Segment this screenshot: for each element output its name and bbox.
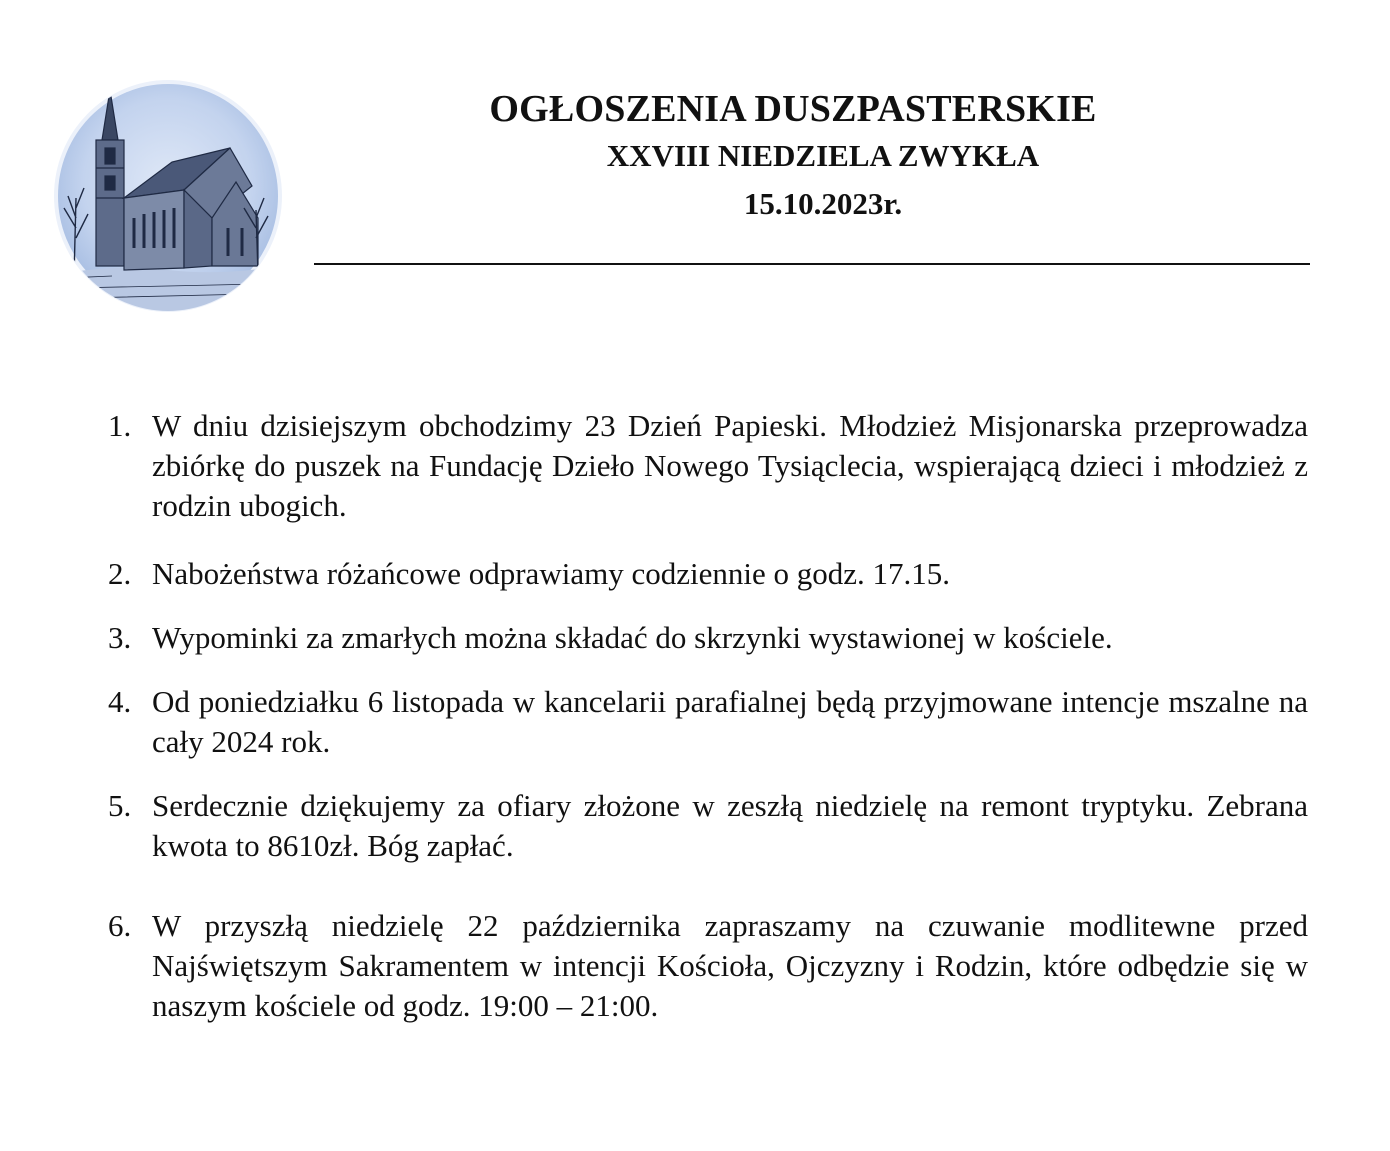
page-date: 15.10.2023r. — [743, 186, 903, 221]
item-text: Nabożeństwa różańcowe odprawiamy codziennie o godz. 17.15. — [152, 556, 950, 591]
list-item — [104, 554, 1308, 594]
item-number: 6. — [108, 908, 132, 943]
item-text: W przyszłą niedzielę 22 października zapraszamy na czuwanie modlitewne przed Najświętszym Sakramentem w intencji Kościoła, Ojczyzny i Rodzin, które odbędzie się w naszym kościele od godz. 19:00 – 21:00. — [152, 908, 1308, 1023]
header — [318, 86, 1308, 224]
item-number: 3. — [108, 620, 132, 655]
item-number: 5. — [108, 788, 132, 823]
list-item — [104, 786, 1308, 866]
item-text: Wypominki za zmarłych można składać do skrzynki wystawionej w kościele. — [152, 620, 1113, 655]
list-item — [104, 906, 1308, 1026]
announcement-list — [104, 406, 1308, 1026]
item-text: W dniu dzisiejszym obchodzimy 23 Dzień Papieski. Młodzież Misjonarska przeprowadza zbiórkę do puszek na Fundację Dzieło Nowego Tysiąclecia, wspierającą dzieci i młodzież z rodzin ubogich. — [152, 408, 1308, 523]
list-item — [104, 618, 1308, 658]
item-text: Serdecznie dziękujemy za ofiary złożone w zeszłą niedzielę na remont tryptyku. Zebrana kwota to 8610zł. Bóg zapłać. — [152, 788, 1308, 863]
item-text: Od poniedziałku 6 listopada w kancelarii parafialnej będą przyjmowane intencje mszalne na cały 2024 rok. — [152, 684, 1308, 759]
list-item — [104, 682, 1308, 762]
page-title: OGŁOSZENIA DUSZPASTERSKIE — [489, 88, 1097, 130]
page-subtitle: XXVIII NIEDZIELA ZWYKŁA — [606, 138, 1040, 173]
header-divider — [314, 263, 1310, 265]
church-logo — [52, 78, 284, 314]
item-number: 1. — [108, 408, 132, 443]
item-number: 4. — [108, 684, 132, 719]
list-item — [104, 406, 1308, 526]
item-number: 2. — [108, 556, 132, 591]
church-illustration-icon — [52, 78, 284, 314]
